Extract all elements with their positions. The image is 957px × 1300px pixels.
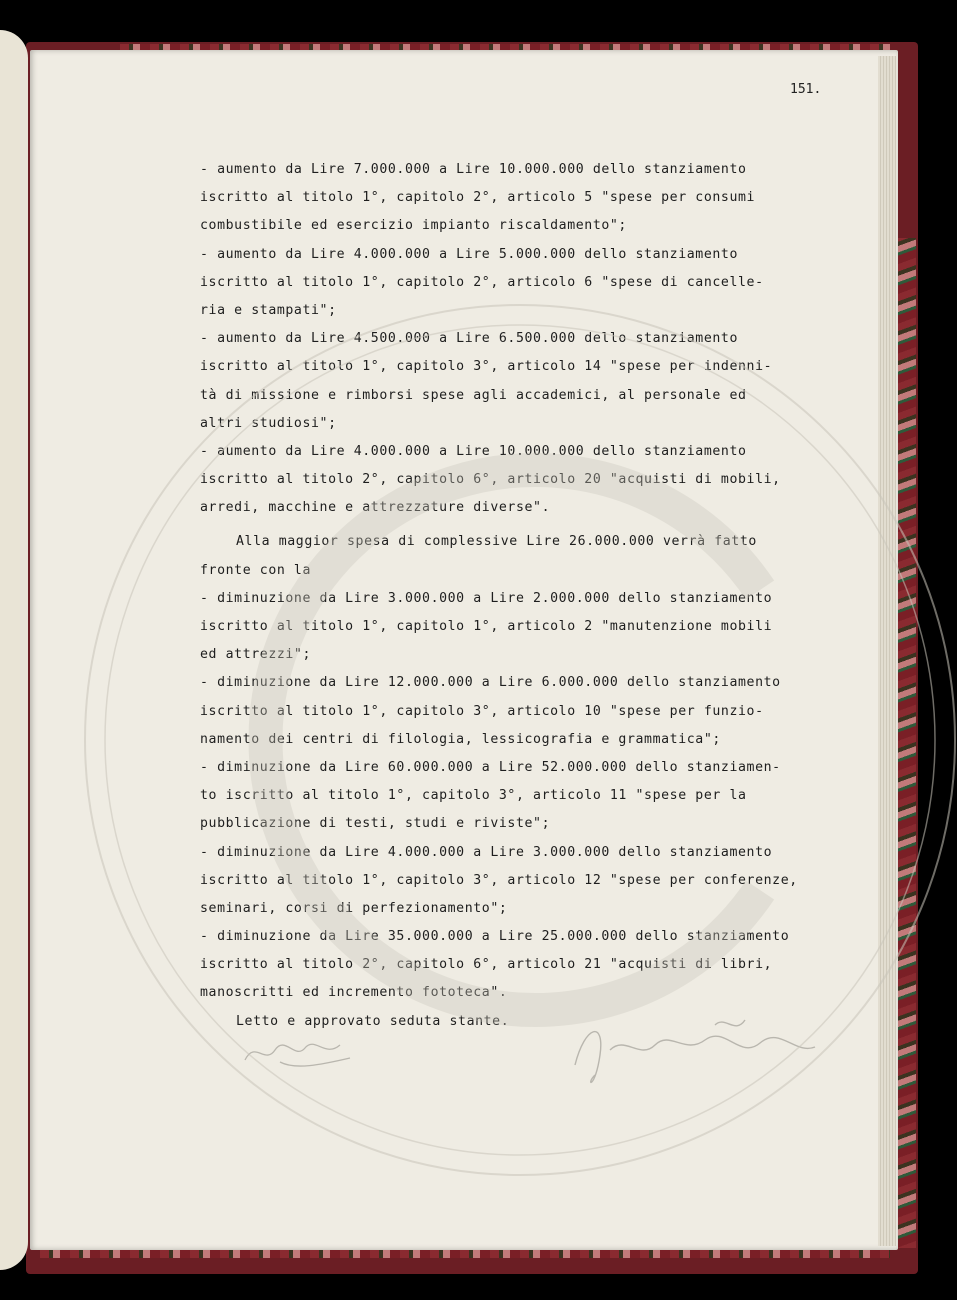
text-line: iscritto al titolo 1°, capitolo 2°, articolo 5 "spese per consumi — [200, 190, 756, 206]
text-line: - diminuzione da Lire 3.000.000 a Lire 2.000.000 dello stanziamento — [200, 590, 773, 606]
left-page-edge — [0, 30, 28, 1270]
text-line: - diminuzione da Lire 35.000.000 a Lire 25.000.000 dello stanziamento — [200, 929, 790, 945]
text-line: Letto e approvato seduta stante. — [236, 1013, 510, 1029]
text-line: - aumento da Lire 4.500.000 a Lire 6.500.000 dello stanziamento — [200, 331, 738, 347]
text-line: fronte con la — [200, 562, 312, 578]
text-line: namento dei centri di filologia, lessicografia e grammatica"; — [200, 731, 721, 747]
text-line: iscritto al titolo 1°, capitolo 2°, articolo 6 "spese di cancelle- — [200, 274, 764, 290]
text-line: to iscritto al titolo 1°, capitolo 3°, articolo 11 "spese per la — [200, 788, 747, 804]
text-line: iscritto al titolo 1°, capitolo 3°, articolo 10 "spese per funzio- — [200, 703, 764, 719]
text-line: tà di missione e rimborsi spese agli accademici, al personale ed — [200, 387, 747, 403]
text-line: altri studiosi"; — [200, 415, 337, 431]
text-line: - diminuzione da Lire 12.000.000 a Lire 6.000.000 dello stanziamento — [200, 675, 781, 691]
text-line: - diminuzione da Lire 4.000.000 a Lire 3.000.000 dello stanziamento — [200, 844, 773, 860]
handwritten-signature-right — [565, 1005, 825, 1090]
text-line: - aumento da Lire 7.000.000 a Lire 10.000.000 dello stanziamento — [200, 162, 747, 177]
page-number: 151. — [790, 82, 822, 97]
text-line: ria e stampati"; — [200, 302, 337, 318]
text-line: - aumento da Lire 4.000.000 a Lire 10.000.000 dello stanziamento — [200, 443, 747, 459]
text-line: manoscritti ed incremento fototeca". — [200, 985, 508, 1001]
marbled-edge-bottom — [40, 1250, 890, 1258]
text-line: - diminuzione da Lire 60.000.000 a Lire 52.000.000 dello stanziamen- — [200, 759, 781, 775]
text-line: pubblicazione di testi, studi e riviste"; — [200, 816, 551, 832]
document-body — [200, 156, 840, 1036]
text-line: seminari, corsi di perfezionamento"; — [200, 900, 508, 916]
text-line: iscritto al titolo 1°, capitolo 3°, articolo 12 "spese per conferenze, — [200, 872, 798, 888]
text-line: Alla maggior spesa di complessive Lire 26.000.000 verrà fatto — [236, 534, 757, 550]
text-line: iscritto al titolo 2°, capitolo 6°, articolo 21 "acquisti di libri, — [200, 957, 773, 973]
text-line: iscritto al titolo 1°, capitolo 1°, articolo 2 "manutenzione mobili — [200, 619, 773, 634]
handwritten-signature-left — [240, 1030, 360, 1075]
text-line: ed attrezzi"; — [200, 647, 312, 663]
text-line: iscritto al titolo 2°, capitolo 6°, articolo 20 "acquisti di mobili, — [200, 472, 781, 488]
text-line: - aumento da Lire 4.000.000 a Lire 5.000.000 dello stanziamento — [200, 246, 738, 262]
text-line: arredi, macchine e attrezzature diverse". — [200, 500, 551, 516]
text-line: iscritto al titolo 1°, capitolo 3°, articolo 14 "spese per indenni- — [200, 359, 773, 375]
page-stack-edge — [878, 56, 896, 1246]
text-line: combustibile ed esercizio impianto riscaldamento"; — [200, 218, 627, 234]
